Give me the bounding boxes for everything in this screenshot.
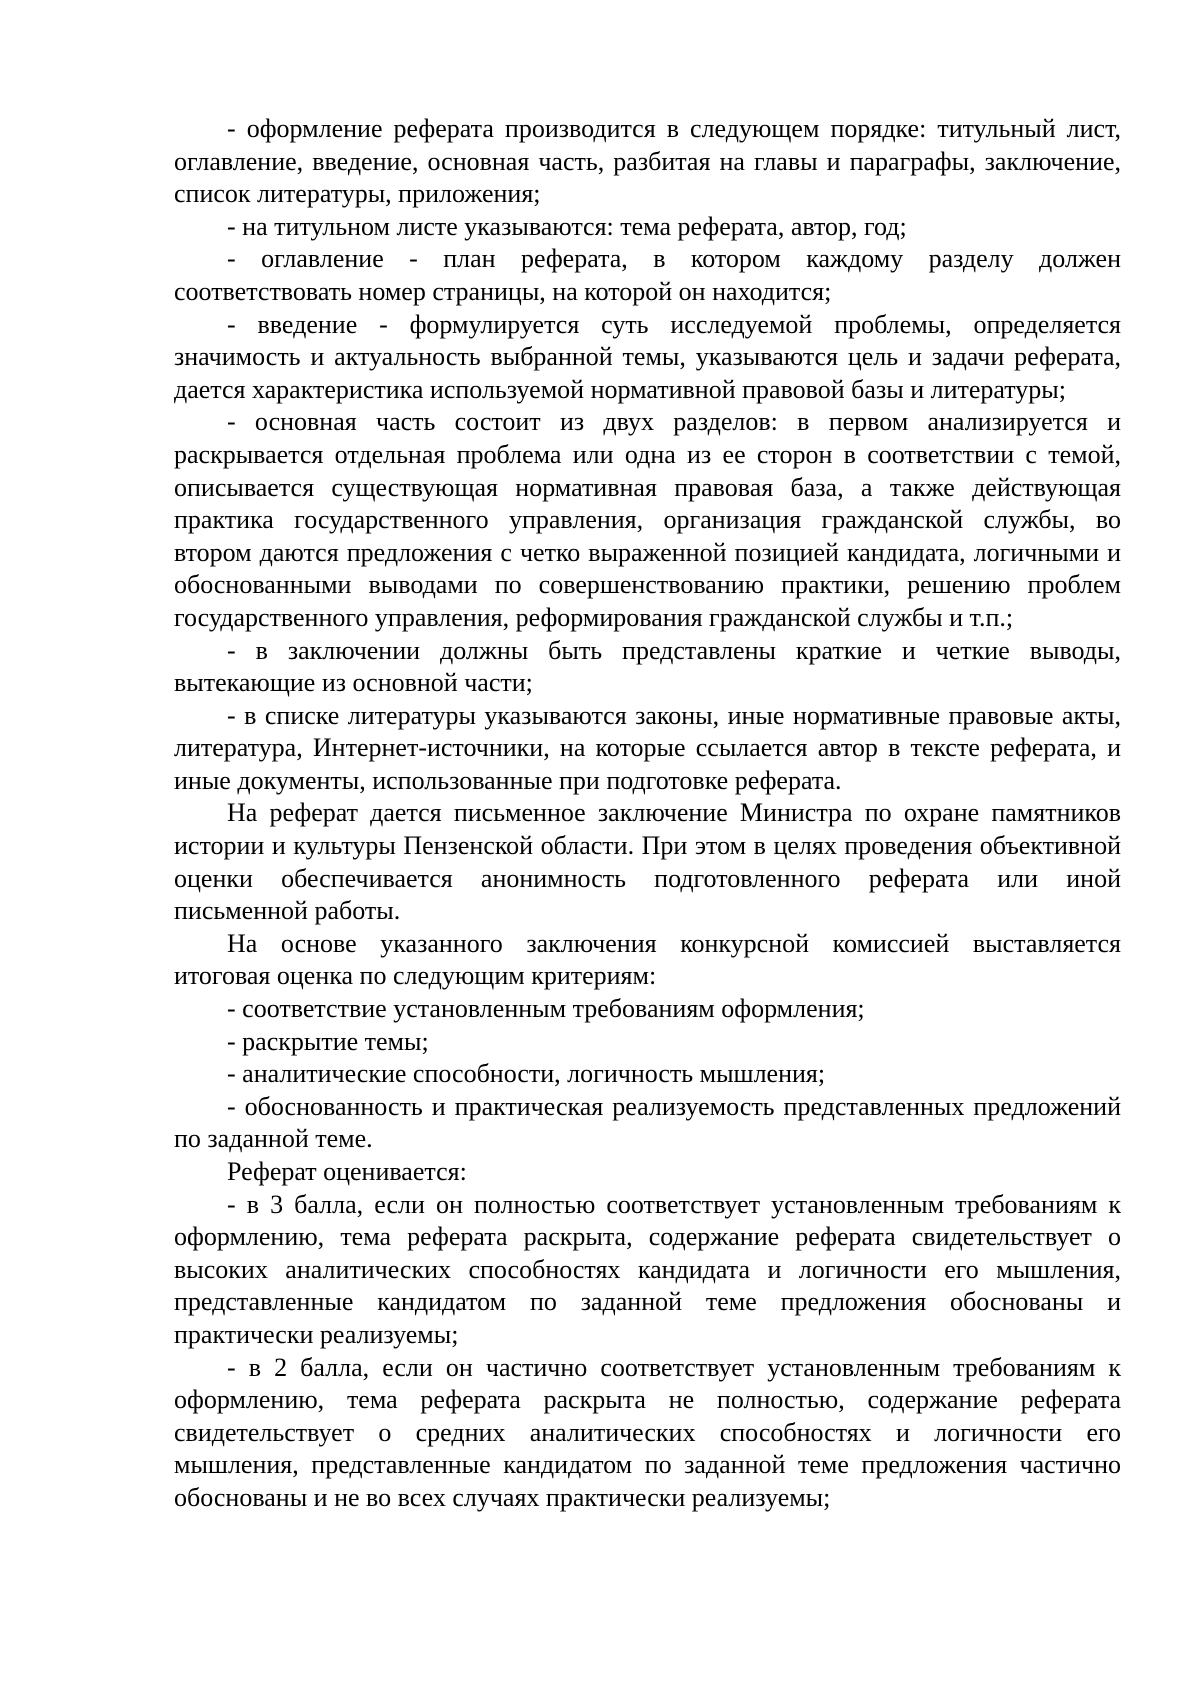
- paragraph-conclusion: - в заключении должны быть представлены краткие и четкие выводы, вытекающие из основной части;: [174, 635, 1121, 698]
- paragraph-written-review: На реферат дается письменное заключение Министра по охране памятников истории и культуры Пензенской области. При этом в целях проведения объективной оценки обеспечивается анонимность подготовленного реферата или иной письменной работы.: [174, 798, 1121, 926]
- paragraph-assessment-intro: На основе указанного заключения конкурсной комиссией выставляется итоговая оценка по следующим критериям:: [174, 928, 1121, 991]
- criterion-topic-coverage: - раскрытие темы;: [227, 1026, 429, 1056]
- paragraph-main-part: - основная часть состоит из двух разделов: в первом анализируется и раскрывается отдельная проблема или одна из ее сторон в соответствии с темой, описывается существующая нормативная правовая база, а также действующая практика государственного управления, организация гражданской службы, во втором даются предложения с четко выраженной позицией кандидата, логичными и обоснованными выводами по совершенствованию практики, решению проблем государственного управления, реформирования гражданской службы и т.п.;: [174, 407, 1121, 632]
- paragraph-title-page: - на титульном листе указываются: тема реферата, автор, год;: [227, 211, 907, 241]
- paragraph-formatting-order: - оформление реферата производится в следующем порядке: титульный лист, оглавление, введение, основная часть, разбитая на главы и параграфы, заключение, список литературы, приложения;: [174, 114, 1121, 209]
- document-page: [174, 113, 1121, 1515]
- paragraph-table-of-contents: - оглавление - план реферата, в котором каждому разделу должен соответствовать номер страницы, на которой он находится;: [174, 244, 1121, 306]
- criterion-feasibility: - обоснованность и практическая реализуемость представленных предложений по заданной теме.: [174, 1091, 1121, 1154]
- grade-3-points: - в 3 балла, если он полностью соответствует установленным требованиям к оформлению, тема реферата раскрыта, содержание реферата свидетельствует о высоких аналитических способностях кандидата и логичности его мышления, представленные кандидатом по заданной теме предложения обоснованы и практически реализуемы;: [174, 1189, 1121, 1349]
- criterion-analytical-skills: - аналитические способности, логичность мышления;: [227, 1059, 826, 1089]
- paragraph-introduction: - введение - формулируется суть исследуемой проблемы, определяется значимость и актуальность выбранной темы, указываются цель и задачи реферата, дается характеристика используемой нормативной правовой базы и литературы;: [174, 309, 1121, 404]
- paragraph-grading-heading: Реферат оценивается:: [227, 1157, 467, 1186]
- grade-2-points: - в 2 балла, если он частично соответствует установленным требованиям к оформлению, тема реферата раскрыта не полностью, содержание реферата свидетельствует о средних аналитических способностях и логичности его мышления, представленные кандидатом по заданной теме предложения частично обоснованы и не во всех случаях практически реализуемы;: [174, 1352, 1121, 1512]
- paragraph-bibliography: - в списке литературы указываются законы, иные нормативные правовые акты, литература, Интернет-источники, на которые ссылается автор в тексте реферата, и иные документы, использованные при подготовке реферата.: [174, 700, 1121, 795]
- criterion-formatting: - соответствие установленным требованиям оформления;: [227, 994, 865, 1024]
